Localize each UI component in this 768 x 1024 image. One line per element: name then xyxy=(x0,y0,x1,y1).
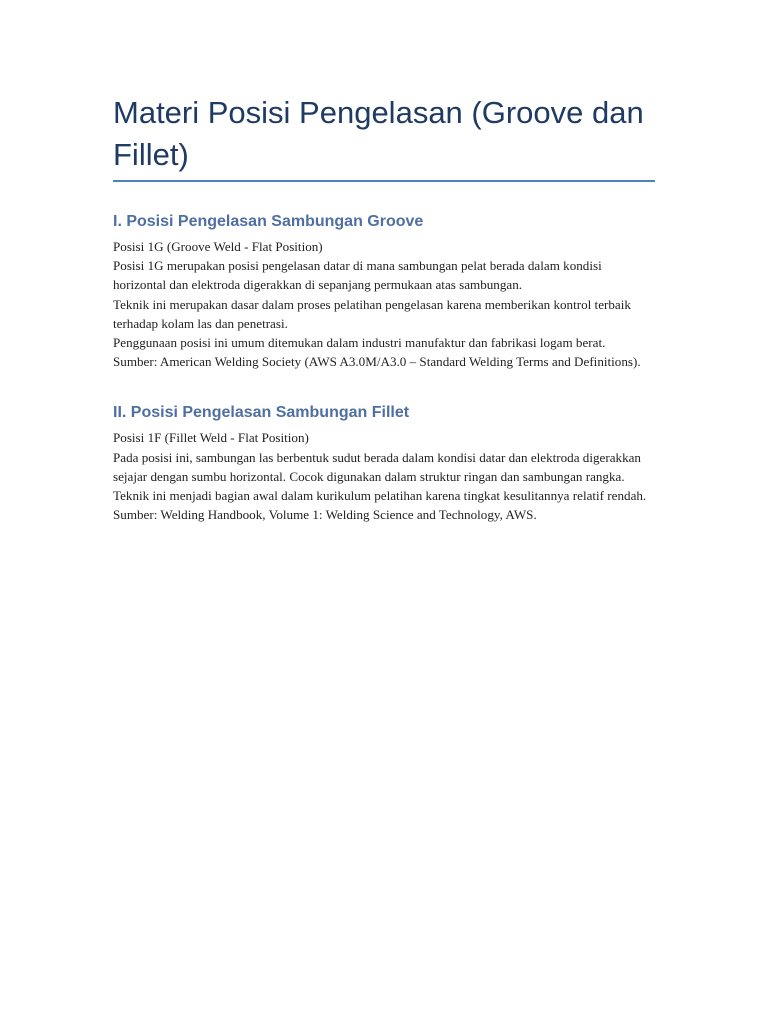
paragraph: Sumber: American Welding Society (AWS A3.0M/A3.0 – Standard Welding Terms and Definitions). xyxy=(113,354,641,370)
paragraph: Posisi 1G merupakan posisi pengelasan datar di mana sambungan pelat berada dalam kondisi horizontal dan elektroda digerakkan di sepanjang permukaan atas sambungan. xyxy=(113,258,602,293)
paragraph: Teknik ini menjadi bagian awal dalam kurikulum pelatihan karena tingkat kesulitannya relatif rendah. xyxy=(113,488,647,504)
title-divider xyxy=(113,180,655,182)
section-fillet xyxy=(113,403,658,524)
section-heading: II. Posisi Pengelasan Sambungan Fillet xyxy=(113,404,410,422)
paragraph: Teknik ini merupakan dasar dalam proses pelatihan pengelasan karena memberikan kontrol terbaik terhadap kolam las dan penetrasi. xyxy=(113,296,631,331)
paragraph: Posisi 1F (Fillet Weld - Flat Position) xyxy=(113,430,309,446)
section-groove xyxy=(113,212,658,371)
document-page xyxy=(113,92,658,524)
paragraph: Pada posisi ini, sambungan las berbentuk sudut berada dalam kondisi datar dan elektroda digerakkan sejajar dengan sumbu horizontal. Cocok digunakan dalam struktur ringan dan sambungan rangka. xyxy=(113,449,641,484)
document-title: Materi Posisi Pengelasan (Groove dan Fillet) xyxy=(113,95,644,172)
section-body xyxy=(113,428,658,524)
section-body xyxy=(113,237,658,371)
section-heading: I. Posisi Pengelasan Sambungan Groove xyxy=(113,213,424,230)
paragraph: Penggunaan posisi ini umum ditemukan dalam industri manufaktur dan fabrikasi logam berat. xyxy=(113,335,606,351)
paragraph: Posisi 1G (Groove Weld - Flat Position) xyxy=(113,239,323,254)
paragraph: Sumber: Welding Handbook, Volume 1: Welding Science and Technology, AWS. xyxy=(113,507,537,523)
